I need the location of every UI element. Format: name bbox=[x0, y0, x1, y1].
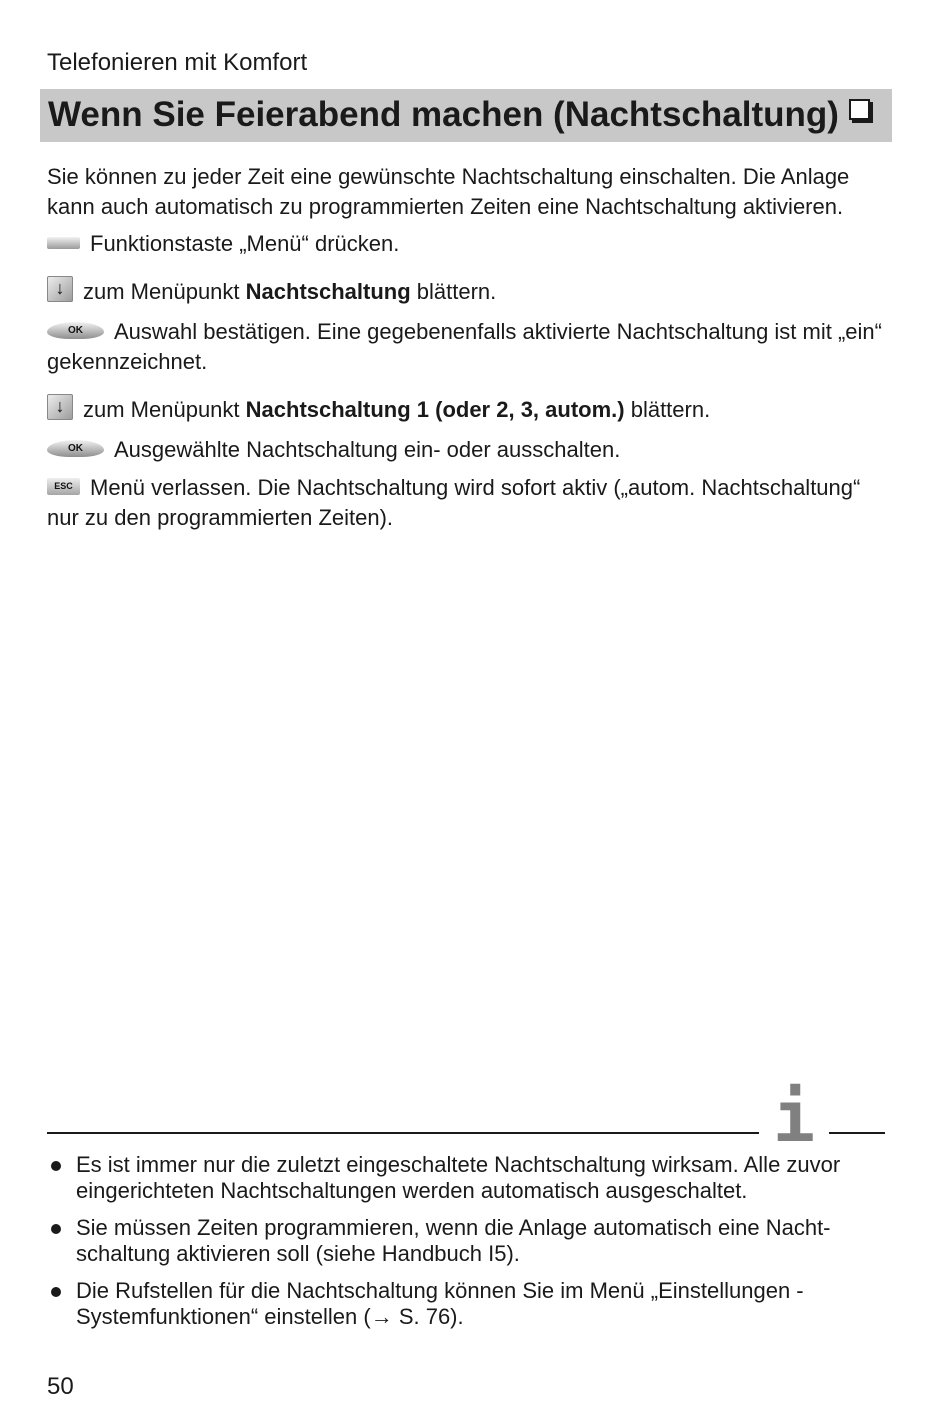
menu-key-icon bbox=[47, 237, 80, 249]
esc-key-icon: ESC bbox=[47, 478, 80, 495]
step-4-bold: Nachtschaltung 1 (oder 2, 3, autom.) bbox=[245, 397, 625, 422]
step-3 bbox=[47, 317, 897, 377]
list-item bbox=[47, 1215, 897, 1267]
page-title-text: Wenn Sie Feierabend machen (Nachtschaltung) bbox=[48, 95, 839, 134]
checkbox-icon bbox=[849, 99, 870, 120]
list-item-text: Sie müssen Zeiten programmieren, wenn die Anlage automatisch eine Nacht-schaltung aktivieren soll (siehe Handbuch I5). bbox=[76, 1215, 831, 1266]
page-number: 50 bbox=[47, 1373, 74, 1400]
section-label: Telefonieren mit Komfort bbox=[47, 49, 308, 76]
step-2 bbox=[47, 277, 897, 307]
step-2-bold: Nachtschaltung bbox=[245, 279, 411, 304]
step-6 bbox=[47, 473, 897, 533]
info-icon: i bbox=[772, 1076, 816, 1158]
ok-key-icon: OK bbox=[47, 322, 104, 339]
step-5-text: Ausgewählte Nachtschaltung ein- oder ausschalten. bbox=[114, 437, 621, 462]
list-item bbox=[47, 1278, 897, 1330]
arrow-down-key-icon: ↓ bbox=[47, 276, 73, 302]
list-item-text: Die Rufstellen für die Nachtschaltung können Sie im Menü „Einstellungen - Systemfunktionen“ einstellen (→ S. 76). bbox=[76, 1278, 804, 1329]
ok-key-icon: OK bbox=[47, 440, 104, 457]
bullet-icon bbox=[51, 1287, 61, 1297]
step-1 bbox=[47, 229, 897, 259]
list-item-text: Es ist immer nur die zuletzt eingeschaltete Nachtschaltung wirksam. Alle zuvor eingerichteten Nachtschaltungen werden automatisch ausgeschaltet. bbox=[76, 1152, 841, 1203]
step-6-text: Menü verlassen. Die Nachtschaltung wird sofort aktiv („autom. Nachtschaltung“ nur zu den programmierten Zeiten). bbox=[47, 475, 861, 530]
step-4 bbox=[47, 395, 897, 425]
step-3-text: Auswahl bestätigen. Eine gegebenenfalls aktivierte Nachtschaltung ist mit „ein“ gekennzeichnet. bbox=[47, 319, 882, 374]
step-4-post: blättern. bbox=[624, 397, 711, 422]
info-list bbox=[47, 1152, 897, 1341]
step-4-pre: zum Menüpunkt bbox=[83, 397, 246, 422]
info-divider-right bbox=[829, 1132, 885, 1134]
intro-paragraph: Sie können zu jeder Zeit eine gewünschte Nachtschaltung einschalten. Die Anlage kann auch automatisch zu programmierten Zeiten eine Nachtschaltung aktivieren. bbox=[47, 164, 850, 219]
bullet-icon bbox=[51, 1224, 61, 1234]
step-5 bbox=[47, 435, 897, 465]
list-item bbox=[47, 1152, 897, 1204]
page-title bbox=[48, 94, 870, 136]
arrow-down-key-icon: ↓ bbox=[47, 394, 73, 420]
step-2-post: blättern. bbox=[410, 279, 497, 304]
step-1-text: Funktionstaste „Menü“ drücken. bbox=[90, 231, 400, 256]
info-divider-left bbox=[47, 1132, 759, 1134]
title-bar bbox=[40, 89, 892, 142]
bullet-icon bbox=[51, 1161, 61, 1171]
step-2-pre: zum Menüpunkt bbox=[83, 279, 246, 304]
